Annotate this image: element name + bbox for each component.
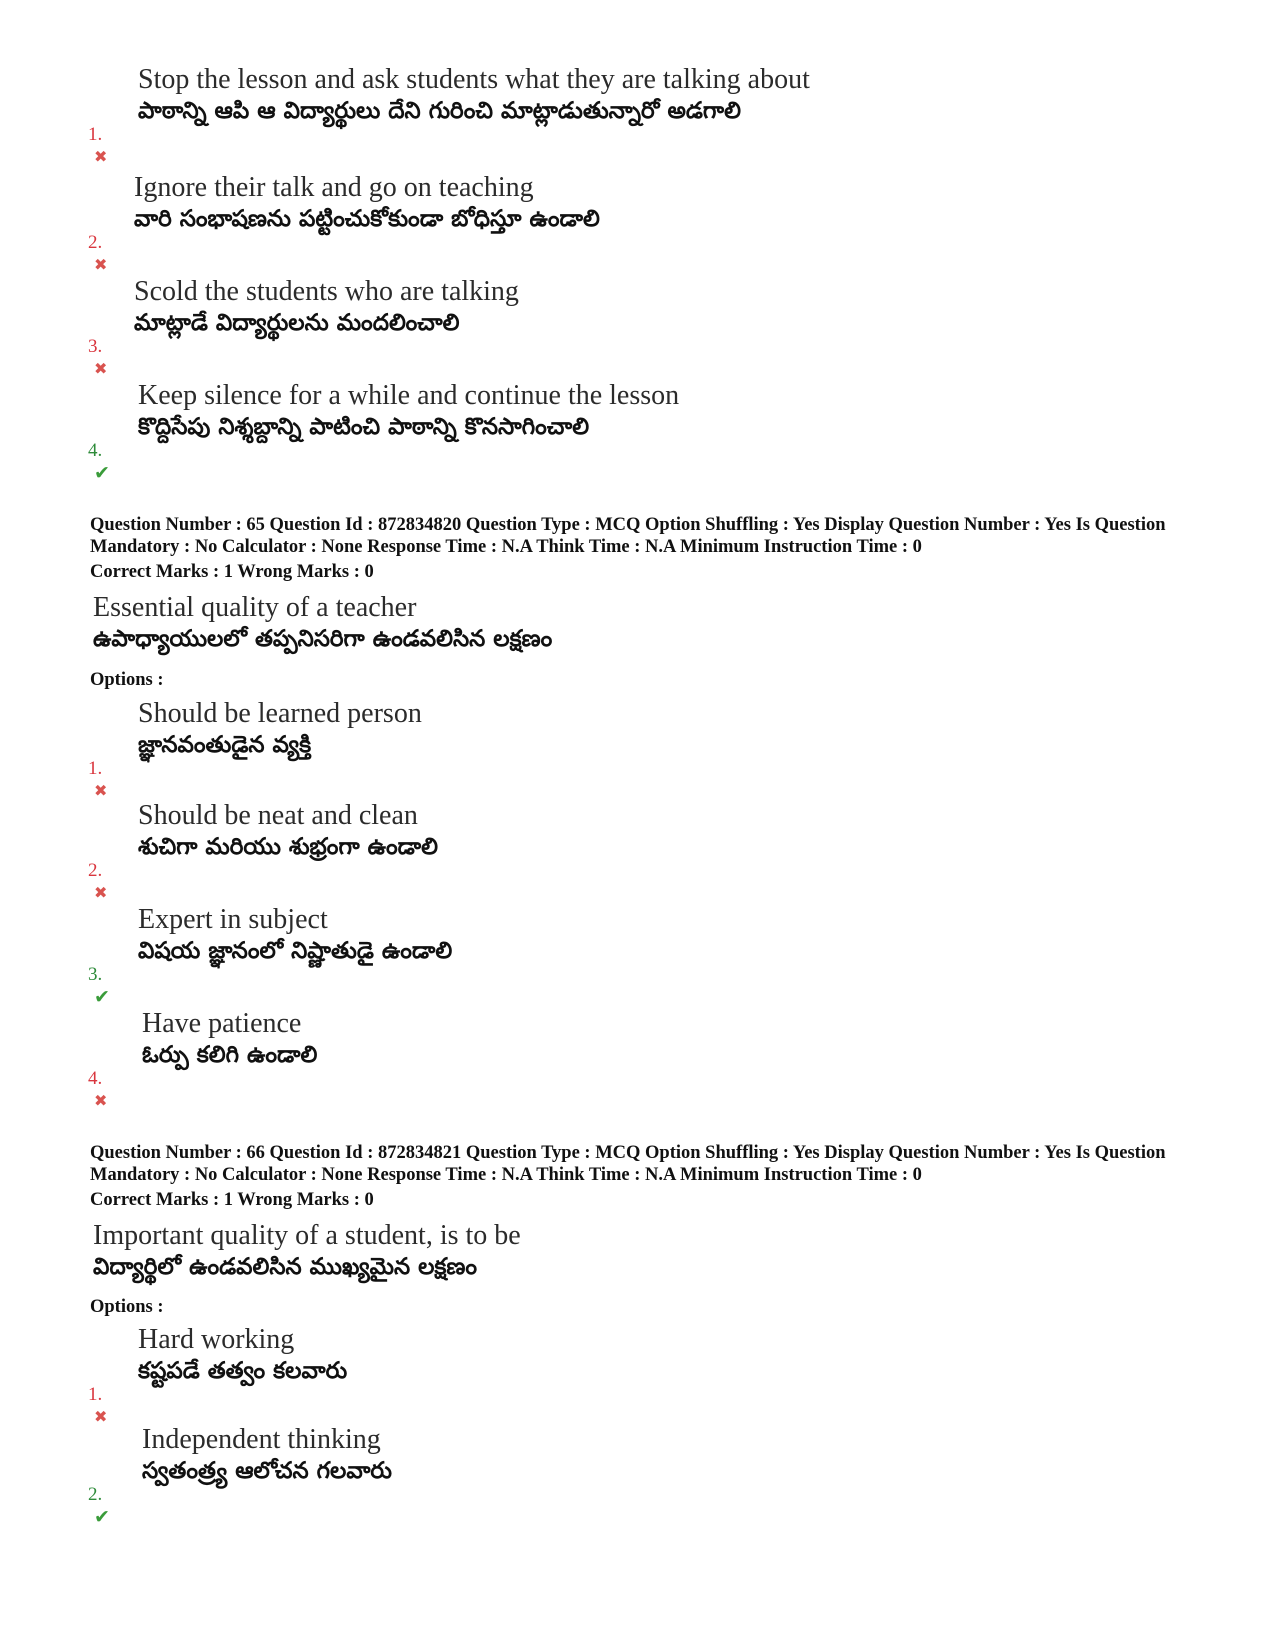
option-number: 1.✖: [88, 124, 108, 166]
q66-marks: Correct Marks : 1 Wrong Marks : 0: [90, 1190, 374, 1210]
option-number: 3.✖: [88, 336, 108, 378]
option-number: 2.✖: [88, 860, 108, 902]
q65-options-label: Options :: [90, 670, 164, 690]
option-text-te: కొద్దిసేపు నిశ్శబ్దాన్ని పాటించి పాఠాన్ని కొనసాగించాలి: [138, 414, 590, 440]
option-text-te: జ్ఞానవంతుడైన వ్యక్తి: [138, 732, 312, 758]
q66-question: [93, 1220, 521, 1286]
option-number: 4.✔: [88, 440, 110, 484]
option-text-en: Independent thinking: [142, 1424, 381, 1455]
question-text-te: విద్యార్థిలో ఉండవలిసిన ముఖ్యమైన లక్షణం: [93, 1254, 478, 1280]
option-text-te: విషయ జ్ఞానంలో నిష్ణాతుడై ఉండాలి: [138, 938, 453, 964]
q65-question: [93, 592, 552, 658]
option-text-te: స్వతంత్ర్య ఆలోచన గలవారు: [142, 1458, 393, 1484]
option-text-en: Have patience: [142, 1008, 302, 1039]
option-number: 2.✔: [88, 1484, 110, 1528]
q66-meta: Question Number : 66 Question Id : 872834821 Question Type : MCQ Option Shuffling : Yes Display Question Number : Yes Is Question Mandatory : No Calculator : None Response Time : N.A Think Time : N.A Minimum Instruction Time : 0: [90, 1143, 1166, 1185]
wrong-cross-icon: ✖: [94, 883, 108, 902]
question-text-en: Important quality of a student, is to be: [93, 1220, 521, 1251]
wrong-cross-icon: ✖: [94, 255, 108, 274]
correct-check-icon: ✔: [94, 986, 110, 1008]
option-text-en: Scold the students who are talking: [134, 276, 519, 307]
wrong-cross-icon: ✖: [94, 781, 108, 800]
option-text-te: మాట్లాడే విద్యార్థులను మందలించాలి: [134, 310, 460, 336]
option-text-en: Hard working: [138, 1324, 295, 1355]
option-number: 3.✔: [88, 964, 110, 1008]
question-text-te: ఉపాధ్యాయులలో తప్పనిసరిగా ఉండవలిసిన లక్షణం: [93, 626, 553, 652]
option-number: 2.✖: [88, 232, 108, 274]
option-number: 1.✖: [88, 758, 108, 800]
q65-marks: Correct Marks : 1 Wrong Marks : 0: [90, 562, 374, 582]
wrong-cross-icon: ✖: [94, 1407, 108, 1426]
option-text-en: Should be neat and clean: [138, 800, 418, 831]
option-text-te: కష్టపడే తత్వం కలవారు: [138, 1358, 348, 1384]
wrong-cross-icon: ✖: [94, 359, 108, 378]
option-text-en: Should be learned person: [138, 698, 422, 729]
option-text-te: వారి సంభాషణను పట్టించుకోకుండా బోధిస్తూ ఉండాలి: [134, 206, 600, 232]
q65-meta: Question Number : 65 Question Id : 872834820 Question Type : MCQ Option Shuffling : Yes Display Question Number : Yes Is Question Mandatory : No Calculator : None Response Time : N.A Think Time : N.A Minimum Instruction Time : 0: [90, 515, 1166, 557]
option-text-en: Stop the lesson and ask students what they are talking about: [138, 64, 810, 95]
option-text-en: Ignore their talk and go on teaching: [134, 172, 534, 203]
wrong-cross-icon: ✖: [94, 1091, 108, 1110]
option-text-en: Keep silence for a while and continue the lesson: [138, 380, 680, 411]
option-text-te: శుచిగా మరియు శుభ్రంగా ఉండాలి: [138, 834, 438, 860]
option-number: 1.✖: [88, 1384, 108, 1426]
wrong-cross-icon: ✖: [94, 147, 108, 166]
question-text-en: Essential quality of a teacher: [93, 592, 417, 623]
correct-check-icon: ✔: [94, 462, 110, 484]
q66-options-label: Options :: [90, 1297, 164, 1317]
option-number: 4.✖: [88, 1068, 108, 1110]
option-text-te: పాఠాన్ని ఆపి ఆ విద్యార్థులు దేని గురించి మాట్లాడుతున్నారో అడగాలి: [138, 98, 741, 124]
option-text-te: ఓర్పు కలిగి ఉండాలి: [142, 1042, 318, 1068]
correct-check-icon: ✔: [94, 1506, 110, 1528]
option-text-en: Expert in subject: [138, 904, 328, 935]
